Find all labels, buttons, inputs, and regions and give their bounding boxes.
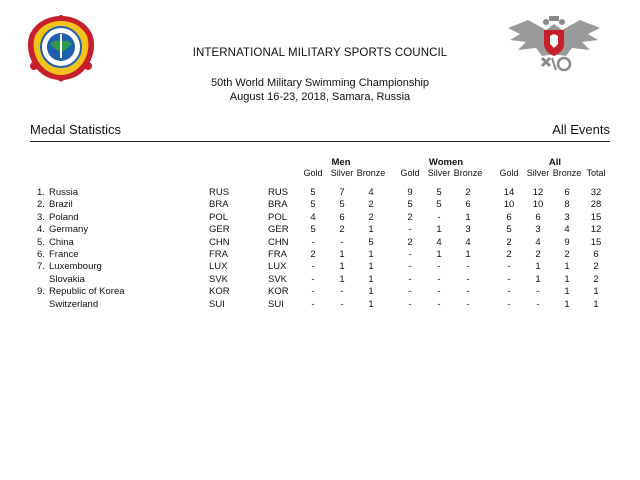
all-total: 28 — [590, 199, 602, 211]
women-bronze: - — [466, 261, 470, 273]
women-silver: - — [437, 273, 441, 285]
all-silver: 4 — [535, 236, 541, 248]
men-bronze: 5 — [368, 236, 374, 248]
women-silver: 4 — [436, 236, 442, 248]
team-code: KOR — [268, 286, 289, 298]
men-silver: - — [340, 298, 344, 310]
men-bronze: 4 — [368, 187, 374, 198]
women-bronze: - — [466, 298, 470, 310]
men-bronze: 1 — [368, 273, 374, 285]
men-gold: - — [311, 261, 315, 273]
women-silver: 5 — [436, 187, 442, 198]
group-header-all: All — [548, 157, 562, 168]
all-gold: 6 — [506, 211, 512, 223]
country-code: KOR — [209, 286, 230, 298]
men-bronze: 1 — [368, 261, 374, 273]
team-code: POL — [268, 211, 288, 223]
all-bronze: 6 — [564, 187, 570, 198]
all-total: 32 — [590, 187, 602, 198]
rank: 6. — [37, 249, 45, 260]
women-gold: - — [408, 261, 412, 273]
rank: 9. — [37, 286, 45, 298]
event-dates: August 16-23, 2018, Samara, Russia — [229, 91, 411, 103]
men-silver: 1 — [339, 273, 345, 285]
team-code: CHN — [268, 236, 289, 248]
all-bronze: 2 — [564, 249, 570, 260]
men-gold: 5 — [310, 187, 316, 198]
women-silver: - — [437, 286, 441, 298]
all-silver: 1 — [535, 273, 541, 285]
rank: 2. — [37, 199, 45, 211]
country-code: RUS — [209, 187, 230, 198]
subheader-women-bronze: Bronze — [453, 168, 483, 178]
women-bronze: 3 — [465, 224, 471, 236]
men-silver: 7 — [339, 187, 345, 198]
men-bronze: 1 — [368, 298, 374, 310]
all-silver: 2 — [535, 249, 541, 260]
country-code: CHN — [209, 236, 230, 248]
all-gold: 5 — [506, 224, 512, 236]
country-name: Brazil — [49, 199, 73, 211]
men-bronze: 1 — [368, 286, 374, 298]
women-silver: 1 — [436, 249, 442, 260]
rank: 4. — [37, 224, 45, 236]
all-bronze: 1 — [564, 261, 570, 273]
men-bronze: 1 — [368, 249, 374, 260]
women-bronze: - — [466, 286, 470, 298]
team-code: GER — [268, 224, 289, 236]
all-silver: 3 — [535, 224, 541, 236]
men-gold: 5 — [310, 199, 316, 211]
men-gold: 5 — [310, 224, 316, 236]
country-name: Slovakia — [49, 273, 85, 285]
rank: 3. — [37, 211, 45, 223]
women-silver: 1 — [436, 224, 442, 236]
team-code: FRA — [268, 249, 287, 260]
women-gold: 2 — [407, 211, 413, 223]
women-gold: - — [408, 224, 412, 236]
all-total: 15 — [590, 236, 602, 248]
country-code: LUX — [209, 261, 228, 273]
all-silver: 1 — [535, 261, 541, 273]
section-title: Medal Statistics — [30, 122, 122, 137]
team-code: SUI — [268, 298, 284, 310]
women-silver: 5 — [436, 199, 442, 211]
all-gold: 10 — [503, 199, 515, 211]
all-silver: - — [536, 286, 540, 298]
subheader-women-gold: Gold — [400, 168, 420, 178]
women-gold: - — [408, 298, 412, 310]
all-silver: 10 — [532, 199, 544, 211]
men-silver: 6 — [339, 211, 345, 223]
men-silver: - — [340, 236, 344, 248]
team-code: SVK — [268, 273, 288, 285]
women-bronze: 2 — [465, 187, 471, 198]
organization-name: INTERNATIONAL MILITARY SPORTS COUNCIL — [192, 47, 448, 59]
all-total: 1 — [593, 298, 599, 310]
country-name: Republic of Korea — [49, 286, 125, 298]
event-name: 50th World Military Swimming Championship — [210, 77, 430, 89]
women-gold: 5 — [407, 199, 413, 211]
men-silver: 5 — [339, 199, 345, 211]
women-gold: 2 — [407, 236, 413, 248]
women-gold: - — [408, 273, 412, 285]
men-silver: 1 — [339, 261, 345, 273]
men-gold: - — [311, 298, 315, 310]
all-gold: 2 — [506, 236, 512, 248]
team-code: BRA — [268, 199, 288, 211]
section-filter: All Events — [552, 122, 610, 137]
men-gold: 4 — [310, 211, 316, 223]
men-silver: 2 — [339, 224, 345, 236]
men-bronze: 2 — [368, 199, 374, 211]
all-gold: - — [507, 261, 511, 273]
country-code: FRA — [209, 249, 228, 260]
country-code: GER — [209, 224, 230, 236]
all-silver: 12 — [532, 187, 544, 198]
women-gold: - — [408, 249, 412, 260]
all-silver: 6 — [535, 211, 541, 223]
all-silver: - — [536, 298, 540, 310]
men-gold: - — [311, 236, 315, 248]
group-header-women: Women — [428, 157, 464, 168]
all-gold: - — [507, 298, 511, 310]
team-code: LUX — [268, 261, 287, 273]
subheader-men-bronze: Bronze — [356, 168, 386, 178]
men-bronze: 2 — [368, 211, 374, 223]
all-bronze: 1 — [564, 298, 570, 310]
men-gold: - — [311, 273, 315, 285]
subheader-men-silver: Silver — [330, 168, 354, 178]
country-name: Switzerland — [49, 298, 99, 310]
all-total: 6 — [593, 249, 599, 260]
women-bronze: 1 — [465, 211, 471, 223]
all-bronze: 3 — [564, 211, 570, 223]
men-gold: - — [311, 286, 315, 298]
women-bronze: 4 — [465, 236, 471, 248]
women-silver: - — [437, 261, 441, 273]
all-bronze: 8 — [564, 199, 570, 211]
country-name: China — [49, 236, 74, 248]
country-code: SUI — [209, 298, 225, 310]
all-bronze: 1 — [564, 286, 570, 298]
all-gold: - — [507, 286, 511, 298]
country-name: Poland — [49, 211, 79, 223]
men-gold: 2 — [310, 249, 316, 260]
country-name: Russia — [49, 187, 79, 198]
women-bronze: 1 — [465, 249, 471, 260]
all-gold: 2 — [506, 249, 512, 260]
team-code: RUS — [268, 187, 289, 198]
all-total: 1 — [593, 286, 599, 298]
subheader-all-total: Total — [586, 168, 606, 178]
men-silver: 1 — [339, 249, 345, 260]
rank: 1. — [37, 187, 45, 198]
subheader-women-silver: Silver — [427, 168, 451, 178]
country-name: Luxembourg — [49, 261, 102, 273]
country-code: BRA — [209, 199, 229, 211]
rank: 7. — [37, 261, 45, 273]
all-bronze: 4 — [564, 224, 570, 236]
all-total: 2 — [593, 273, 599, 285]
subheader-men-gold: Gold — [303, 168, 323, 178]
subheader-all-bronze: Bronze — [552, 168, 582, 178]
men-bronze: 1 — [368, 224, 374, 236]
country-name: France — [49, 249, 79, 260]
all-gold: - — [507, 273, 511, 285]
women-bronze: 6 — [465, 199, 471, 211]
country-code: POL — [209, 211, 229, 223]
all-bronze: 1 — [564, 273, 570, 285]
subheader-all-gold: Gold — [499, 168, 519, 178]
subheader-all-silver: Silver — [526, 168, 550, 178]
women-silver: - — [437, 298, 441, 310]
country-name: Germany — [49, 224, 89, 236]
women-gold: 9 — [407, 187, 413, 198]
men-silver: - — [340, 286, 344, 298]
rank: 5. — [37, 236, 45, 248]
all-total: 2 — [593, 261, 599, 273]
country-code: SVK — [209, 273, 229, 285]
all-gold: 14 — [503, 187, 515, 198]
group-header-men: Men — [331, 157, 351, 168]
all-total: 12 — [590, 224, 602, 236]
women-bronze: - — [466, 273, 470, 285]
all-bronze: 9 — [564, 236, 570, 248]
women-silver: - — [437, 211, 441, 223]
women-gold: - — [408, 286, 412, 298]
all-total: 15 — [590, 211, 602, 223]
